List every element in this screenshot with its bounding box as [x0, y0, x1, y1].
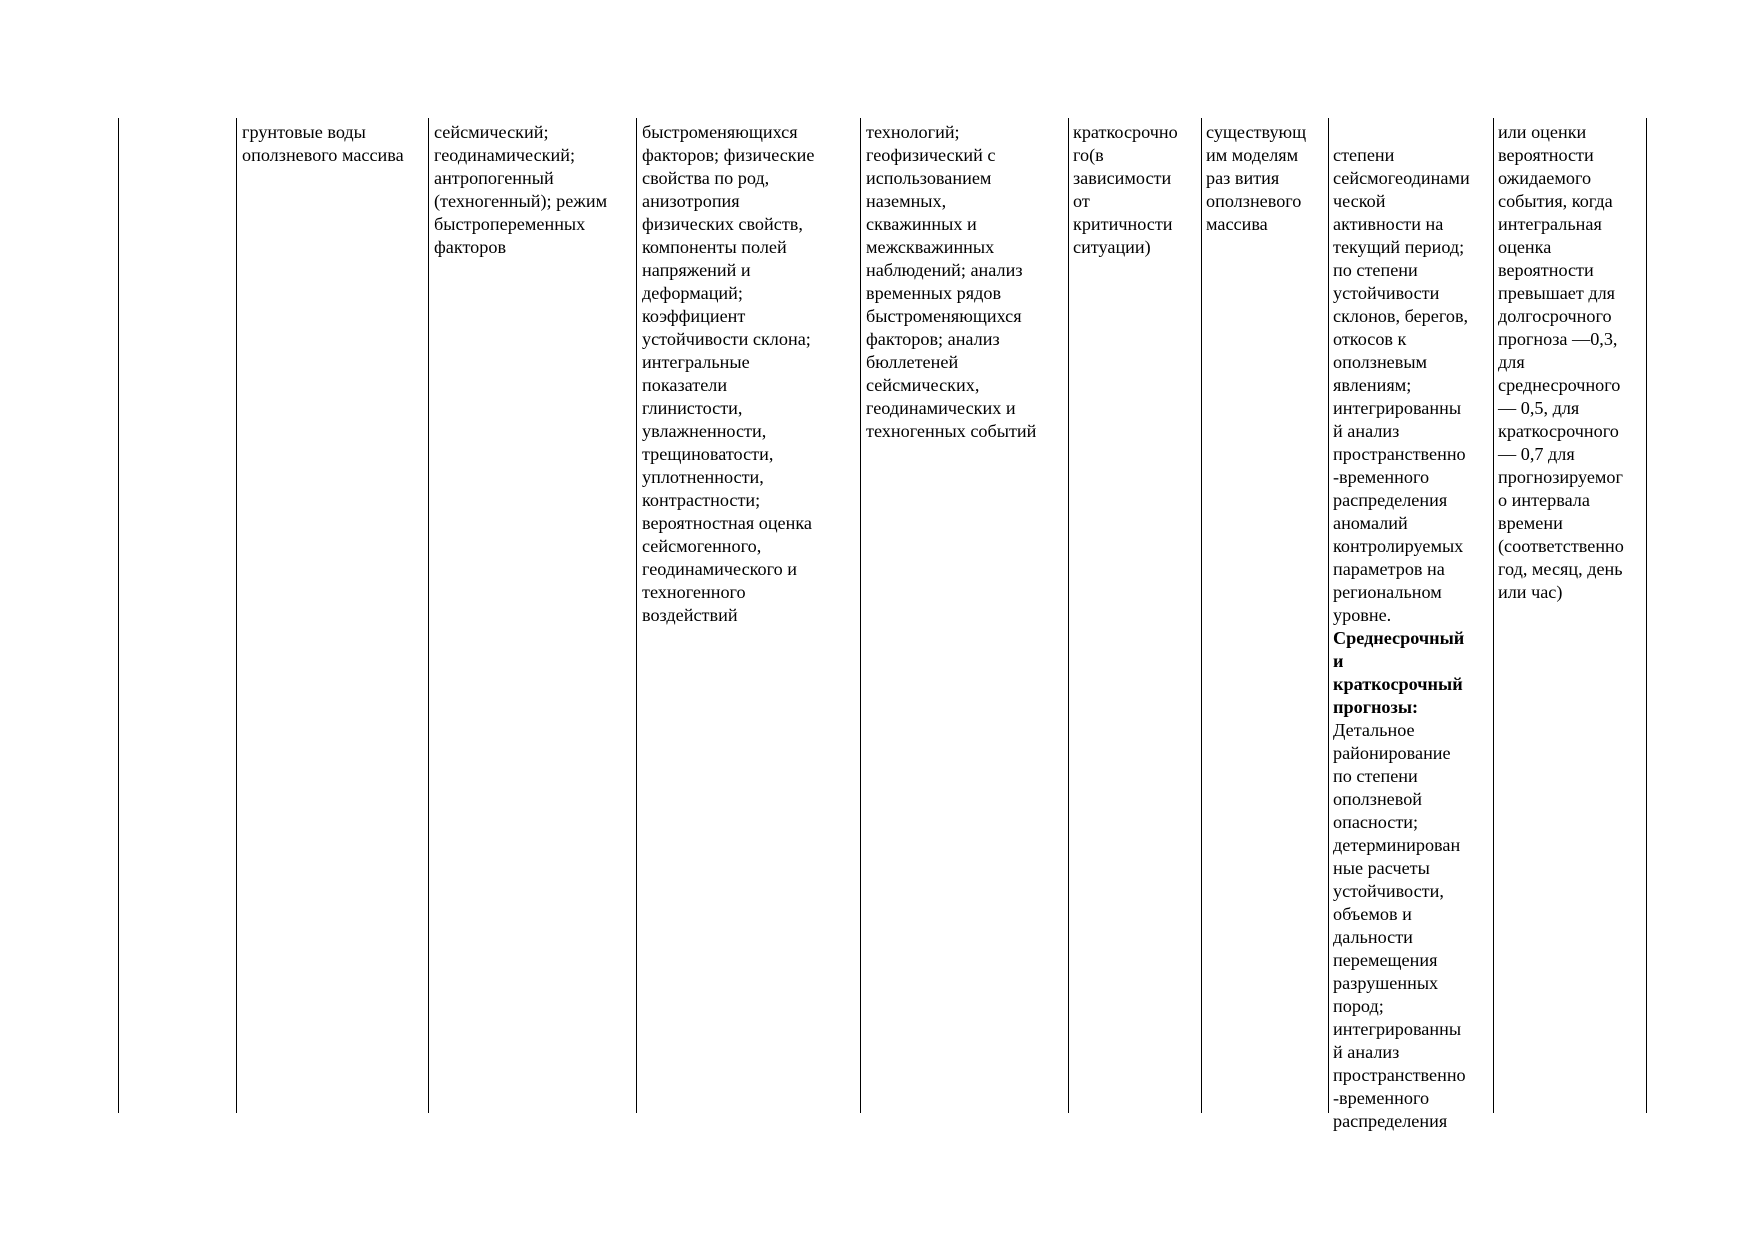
table-cell-regime-factors: сейсмический; геодинамический; антропогенный (техногенный); режим быстропеременных факторов	[434, 122, 608, 257]
column-divider	[1328, 118, 1329, 1113]
forecast-text-before: степени сейсмогеодинами ческой активности на текущий период; по степени устойчивости склонов, берегов, откосов к оползневым явлениям; интегрированны й анализ пространственно -временного распределения аномалий контролируемых параметров на региональном уровне.	[1333, 145, 1470, 625]
table-fragment	[118, 118, 1647, 1131]
table-border-right	[1646, 118, 1647, 1113]
column-divider	[860, 118, 861, 1113]
column-divider	[1068, 118, 1069, 1113]
column-divider	[1201, 118, 1202, 1113]
forecast-bold-heading: Среднесрочный и краткосрочный прогнозы:	[1333, 628, 1465, 717]
table-cell-groundwater: грунтовые воды оползневого массива	[242, 122, 404, 165]
table-cell-forecast-content	[1333, 121, 1493, 1133]
table-cell-methods: технологий; геофизический с использованием наземных, скважинных и межскважинных наблюдений; анализ временных рядов быстроменяющихся факторов; анализ бюллетеней сейсмических, геодинамических и техногенных событий	[866, 122, 1037, 441]
forecast-text-after: Детальное районирование по степени оползневой опасности; детерминирован ные расчеты устойчивости, объемов и дальности перемещения разрушенных пород; интегрированны й анализ пространственно -временного распределения	[1333, 720, 1466, 1131]
column-divider	[636, 118, 637, 1113]
table-cell-parameters: быстроменяющихся факторов; физические свойства по род, анизотропия физических свойств, компоненты полей напряжений и деформаций; коэффициент устойчивости склона; интегральные показатели глинистости, увлажненности, трещиноватости, уплотненности, контрастности; вероятностная оценка сейсмогенного, геодинамического и техногенного воздействий	[642, 122, 815, 625]
column-divider	[428, 118, 429, 1113]
column-divider	[1493, 118, 1494, 1113]
table-cell-models: существующ им моделям раз вития оползневого массива	[1206, 122, 1307, 234]
table-cell-forecast-term: краткосрочно го(в зависимости от критичности ситуации)	[1073, 122, 1178, 257]
table-border-left	[118, 118, 119, 1113]
table-cell-probability: или оценки вероятности ожидаемого события, когда интегральная оценка вероятности превышает для долгосрочного прогноза —0,3, для среднесрочного — 0,5, для краткосрочного — 0,7 для прогнозируемог о интервала времени (соответственно год, месяц, день или час)	[1498, 122, 1624, 602]
column-divider	[236, 118, 237, 1113]
